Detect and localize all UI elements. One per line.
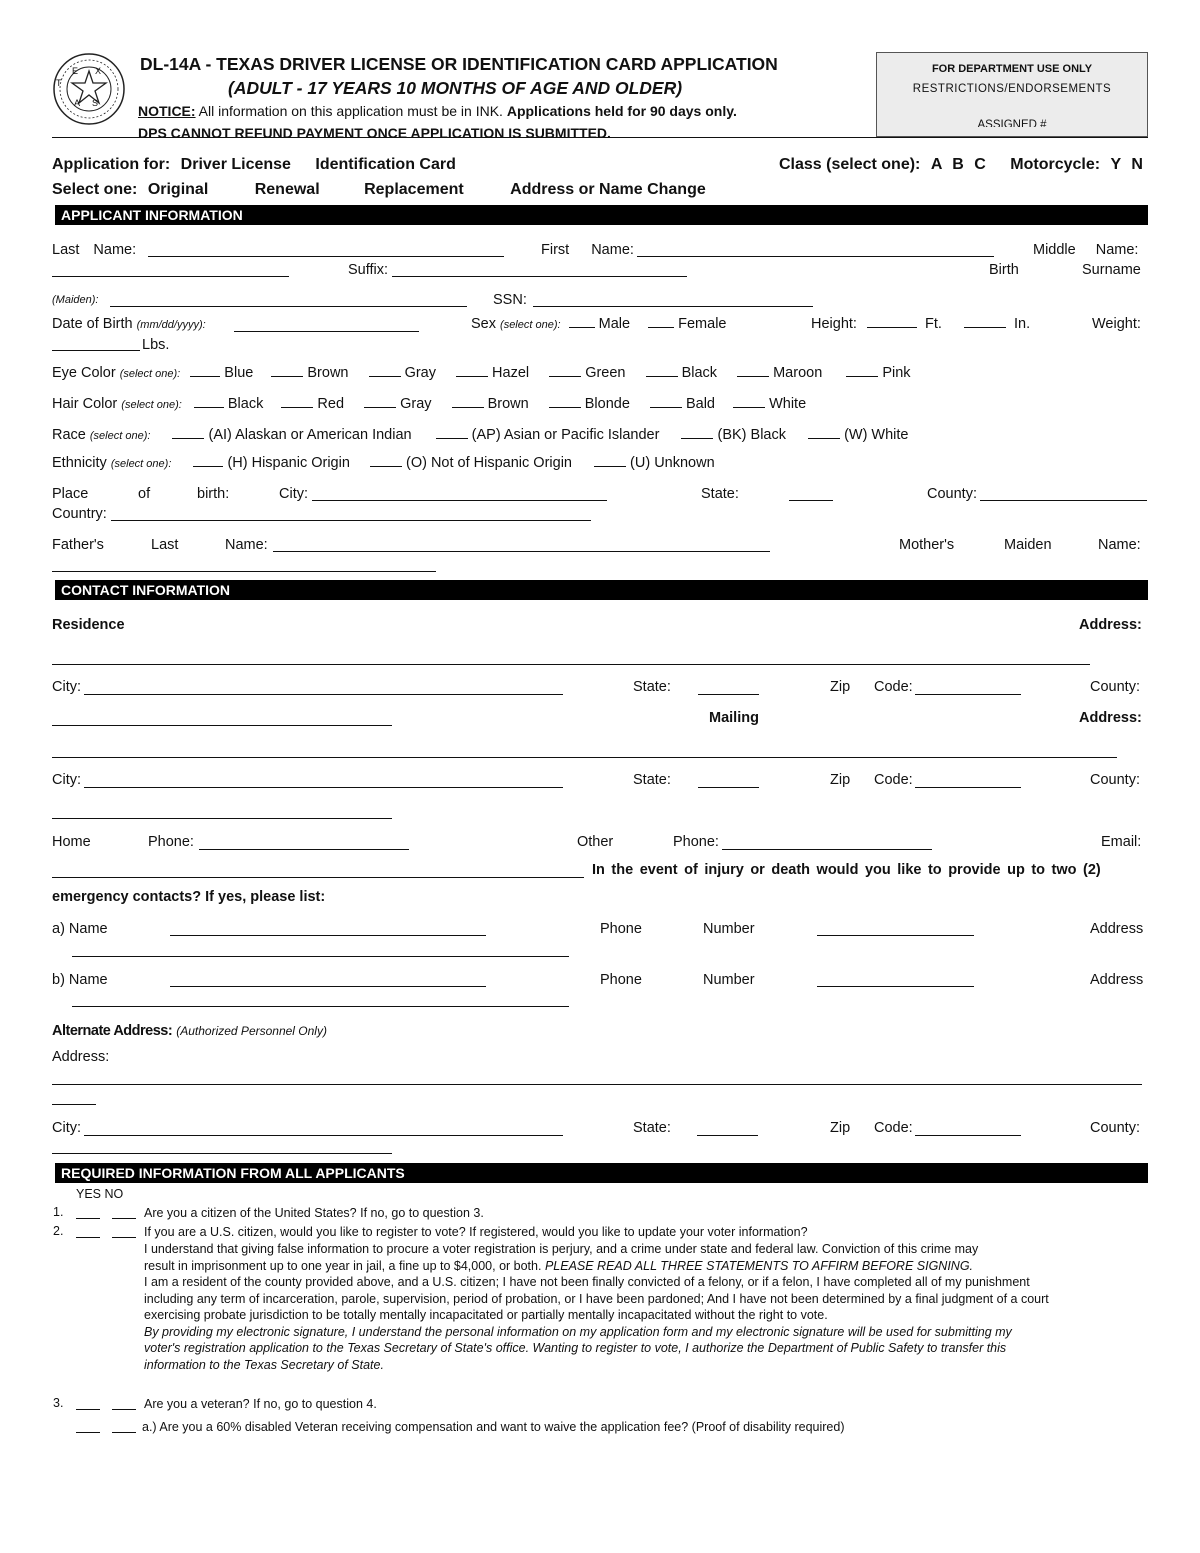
dept-restrictions: RESTRICTIONS/ENDORSEMENTS	[912, 83, 1112, 95]
home-label: Home	[52, 834, 91, 850]
alt-zip-label: Zip	[830, 1120, 851, 1136]
q2-p2-line-b: including any term of incarceration, parole, supervision, period of probation, or I have been pardoned; And I have not been determined by a final judgment of a court	[144, 1291, 1049, 1306]
pob-country-field[interactable]	[111, 520, 591, 521]
pob-of-label: of	[138, 486, 151, 502]
mail-zip-field[interactable]	[915, 787, 1021, 788]
last-name-field[interactable]	[148, 256, 504, 257]
q2-p2-line-c: exercising probate jurisdiction to be totally mentally incapacitated or partially mentally incapacitated without the right to vote.	[144, 1308, 828, 1322]
middle-name-label: Middle Name:	[1033, 242, 1139, 258]
race-ai-label: (AI) Alaskan or American Indian	[208, 427, 412, 443]
ethnicity-o-checkbox[interactable]	[370, 455, 402, 467]
form-title: DL-14A - TEXAS DRIVER LICENSE OR IDENTIFICATION CARD APPLICATION	[140, 54, 778, 74]
race-w-checkbox[interactable]	[808, 427, 840, 439]
eye-blue-label: Blue	[224, 365, 254, 381]
dob-format: (mm/dd/yyyy):	[136, 319, 206, 331]
hair-white-label: White	[769, 396, 807, 412]
hair-blonde-checkbox[interactable]	[549, 396, 581, 408]
other-phone-field[interactable]	[722, 849, 932, 850]
surname-label: Surname	[1082, 262, 1141, 278]
race-ap-checkbox[interactable]	[436, 427, 468, 439]
father-name-field[interactable]	[273, 551, 770, 552]
q2-no-checkbox[interactable]	[112, 1237, 136, 1238]
contact-b-label: b) Name	[52, 972, 108, 988]
class-row	[779, 156, 1143, 174]
eye-green-label: Green	[585, 365, 626, 381]
alt-address-field[interactable]	[52, 1084, 1142, 1085]
mailing-address-field[interactable]	[52, 757, 1117, 758]
res-city-label: City:	[52, 679, 81, 695]
height-group	[811, 316, 1030, 332]
q2-p2-line-a: I am a resident of the county provided above, and a U.S. citizen; I have not been finally convicted of a felony, or if a felon, I have completed all of my punishment	[144, 1275, 1030, 1289]
notice-bold: Applications held for 90 days only.	[506, 103, 737, 119]
res-city-field[interactable]	[84, 694, 563, 695]
race-label: Race	[52, 427, 86, 443]
sex-select-note: (select one):	[500, 319, 561, 331]
eye-hazel-label: Hazel	[492, 365, 530, 381]
contact-b-number-label: Number	[703, 972, 755, 988]
hair-blonde-label: Blonde	[584, 396, 630, 412]
eye-select-note: (select one):	[119, 368, 181, 380]
suffix-field[interactable]	[392, 276, 687, 277]
race-row	[52, 427, 909, 443]
pob-state-field[interactable]	[789, 500, 833, 501]
seal-letter-x: X	[95, 66, 102, 76]
in-label: In.	[1014, 316, 1031, 332]
maiden-label: (Maiden):	[52, 294, 99, 306]
q3a-yes-checkbox[interactable]	[76, 1432, 100, 1433]
height-label: Height:	[811, 316, 857, 332]
hair-color-row	[52, 396, 806, 412]
q2-p3-line-c: information to the Texas Secretary of State.	[144, 1357, 384, 1372]
contact-a-label: a) Name	[52, 921, 108, 937]
mail-state-label: State:	[633, 772, 671, 788]
email-label: Email:	[1101, 834, 1142, 850]
suffix-label: Suffix:	[348, 262, 389, 278]
q2-number: 2.	[53, 1224, 64, 1238]
q2-p1-affirm: PLEASE READ ALL THREE STATEMENTS TO AFFIRM BEFORE SIGNING.	[544, 1258, 974, 1273]
motorcycle-label: Motorcycle:	[1010, 156, 1101, 173]
class-a-option[interactable]: A	[930, 156, 942, 173]
hair-gray-label: Gray	[400, 396, 432, 412]
mother-name-field[interactable]	[52, 571, 436, 572]
contact-a-address-label: Address	[1090, 921, 1144, 937]
hair-white-checkbox[interactable]	[733, 396, 765, 408]
seal-letter-e: E	[72, 66, 79, 76]
pob-birth-label: birth:	[197, 486, 230, 502]
alt-address-field-cont[interactable]	[52, 1104, 96, 1105]
res-state-label: State:	[633, 679, 671, 695]
hair-brown-label: Brown	[487, 396, 529, 412]
select-one-row	[52, 181, 706, 199]
q2-yes-checkbox[interactable]	[76, 1237, 100, 1238]
father-label-3: Name:	[225, 537, 268, 553]
motorcycle-y-option[interactable]: Y	[1110, 156, 1121, 173]
residence-address-label: Address:	[1079, 617, 1142, 633]
hair-gray-checkbox[interactable]	[364, 396, 396, 408]
alt-city-field[interactable]	[84, 1135, 563, 1136]
option-driver-license[interactable]: Driver License	[180, 156, 291, 173]
form-subtitle: (ADULT - 17 YEARS 10 MONTHS OF AGE AND OLDER)	[228, 78, 683, 98]
race-ap-label: (AP) Asian or Pacific Islander	[471, 427, 660, 443]
q2-p1-line-b	[144, 1258, 1144, 1275]
dept-title: FOR DEPARTMENT USE ONLY	[931, 63, 1093, 75]
ssn-field[interactable]	[533, 306, 813, 307]
eye-brown-checkbox[interactable]	[271, 365, 303, 377]
contact-a-number-label: Number	[703, 921, 755, 937]
last-name-label: Last Name:	[52, 242, 137, 258]
select-one-label: Select one:	[52, 181, 138, 198]
required-section-header: REQUIRED INFORMATION FROM ALL APPLICANTS	[55, 1163, 1148, 1183]
email-field[interactable]	[52, 877, 584, 878]
alternate-address-label: Alternate Address:	[52, 1023, 173, 1039]
mail-code-label: Code:	[874, 772, 913, 788]
dept-assigned	[877, 117, 1147, 127]
ethnicity-row	[52, 455, 715, 471]
q3-text: Are you a veteran? If no, go to question 4.	[144, 1397, 377, 1411]
race-ai-checkbox[interactable]	[172, 427, 204, 439]
eye-pink-checkbox[interactable]	[846, 365, 878, 377]
hair-bald-label: Bald	[685, 396, 715, 412]
dob-row	[52, 316, 206, 332]
ethnicity-u-checkbox[interactable]	[594, 455, 626, 467]
hair-select-note: (select one):	[121, 399, 182, 411]
contact-b-phone-field[interactable]	[817, 986, 974, 987]
applicant-section-header: APPLICANT INFORMATION	[55, 205, 1148, 225]
alt-zip-field[interactable]	[915, 1135, 1021, 1136]
res-zip-label: Zip	[830, 679, 851, 695]
eye-hazel-checkbox[interactable]	[456, 365, 488, 377]
eye-maroon-checkbox[interactable]	[737, 365, 769, 377]
q3-yes-checkbox[interactable]	[76, 1409, 100, 1410]
q2-p3-line-a: By providing my electronic signature, I understand the personal information on my application form and my electronic signature will be used for submitting my	[144, 1324, 1012, 1339]
female-checkbox[interactable]	[648, 316, 674, 328]
q1-yes-checkbox[interactable]	[76, 1218, 100, 1219]
mail-city-field[interactable]	[84, 787, 563, 788]
alt-address-label: Address:	[52, 1049, 110, 1065]
pob-country-label: Country:	[52, 506, 107, 522]
notice-line	[138, 103, 737, 119]
height-in-field[interactable]	[964, 316, 1006, 328]
pob-state-label: State:	[701, 486, 739, 502]
residence-address-field[interactable]	[52, 664, 1090, 665]
mail-city-label: City:	[52, 772, 81, 788]
pob-city-field[interactable]	[312, 500, 607, 501]
department-use-box	[876, 52, 1148, 137]
ssn-label: SSN:	[493, 292, 527, 308]
q2-p3-line-b: voter's registration application to the Texas Secretary of State's office. Wanting to register to vote, I authorize the Department of Public Safety to transfer this	[144, 1341, 1007, 1355]
contact-a-address-field[interactable]	[72, 956, 569, 957]
ft-label: Ft.	[925, 316, 942, 332]
home-phone-label: Phone:	[148, 834, 194, 850]
alt-state-label: State:	[633, 1120, 671, 1136]
seal-letter-s: S	[92, 98, 99, 108]
eye-color-label: Eye Color	[52, 365, 116, 381]
q3a-no-checkbox[interactable]	[112, 1432, 136, 1433]
dept-assigned-label: ASSIGNED #	[977, 119, 1047, 127]
q3-number: 3.	[53, 1396, 64, 1410]
mail-state-field[interactable]	[698, 787, 759, 788]
option-identification-card[interactable]: Identification Card	[315, 156, 456, 173]
alt-state-field[interactable]	[697, 1135, 758, 1136]
alt-county-label: County:	[1090, 1120, 1140, 1136]
dob-field[interactable]	[234, 331, 419, 332]
q2-p1-line-b-text: result in imprisonment up to one year in jail, a fine up to $4,000, or both.	[144, 1258, 545, 1273]
q2-text: If you are a U.S. citizen, would you like to register to vote? If registered, would you like to update your voter information?	[144, 1225, 808, 1239]
other-phone-label: Phone:	[673, 834, 719, 850]
res-county-label: County:	[1090, 679, 1140, 695]
sex-label: Sex	[471, 316, 496, 332]
q3-no-checkbox[interactable]	[112, 1409, 136, 1410]
eye-blue-checkbox[interactable]	[190, 365, 220, 377]
yes-no-header: YES NO	[76, 1187, 124, 1201]
other-label: Other	[577, 834, 614, 850]
contact-b-address-label: Address	[1090, 972, 1144, 988]
female-label: Female	[678, 316, 727, 332]
residence-label: Residence	[52, 617, 125, 633]
ethnicity-u-label: (U) Unknown	[630, 455, 715, 471]
q1-number: 1.	[53, 1205, 64, 1219]
contact-a-name-field[interactable]	[170, 935, 486, 936]
birth-label: Birth	[989, 262, 1019, 278]
application-for-label: Application for:	[52, 156, 171, 173]
male-label: Male	[598, 316, 631, 332]
alternate-address-note: (Authorized Personnel Only)	[176, 1024, 327, 1038]
pob-county-field[interactable]	[980, 500, 1147, 501]
mother-label-1: Mother's	[899, 537, 955, 553]
pob-county-label: County:	[927, 486, 977, 502]
mother-label-2: Maiden	[1004, 537, 1052, 553]
contact-b-address-field[interactable]	[72, 1006, 569, 1007]
contact-a-phone-field[interactable]	[817, 935, 974, 936]
eye-pink-label: Pink	[882, 365, 911, 381]
race-w-label: (W) White	[844, 427, 909, 443]
sex-label-group	[471, 316, 726, 332]
hair-bald-checkbox[interactable]	[650, 396, 682, 408]
refund-text: DPS CANNOT REFUND PAYMENT ONCE APPLICATION IS SUBMITTED.	[138, 125, 611, 137]
alt-county-field[interactable]	[52, 1153, 392, 1154]
dob-label: Date of Birth	[52, 316, 133, 332]
contact-section-header: CONTACT INFORMATION	[55, 580, 1148, 600]
hair-red-checkbox[interactable]	[281, 396, 313, 408]
application-for-row	[52, 156, 456, 174]
option-address-name-change[interactable]: Address or Name Change	[510, 181, 706, 198]
class-b-option[interactable]: B	[952, 156, 964, 173]
ethnicity-h-checkbox[interactable]	[193, 455, 223, 467]
seal-letter-a: A	[74, 98, 81, 108]
eye-gray-checkbox[interactable]	[369, 365, 401, 377]
contact-b-phone-label: Phone	[600, 972, 642, 988]
emergency-text-2: emergency contacts? If yes, please list:	[52, 889, 326, 905]
q1-text: Are you a citizen of the United States? If no, go to question 3.	[144, 1206, 484, 1220]
hair-red-label: Red	[317, 396, 345, 412]
father-label-2: Last	[151, 537, 179, 553]
pob-place-label: Place	[52, 486, 89, 502]
male-checkbox[interactable]	[569, 316, 595, 328]
weight-field[interactable]	[52, 350, 140, 351]
first-name-field[interactable]	[637, 256, 994, 257]
res-state-field[interactable]	[698, 694, 759, 695]
notice-label: NOTICE:	[138, 103, 196, 119]
option-renewal[interactable]: Renewal	[254, 181, 320, 198]
eye-maroon-label: Maroon	[773, 365, 823, 381]
contact-b-name-field[interactable]	[170, 986, 486, 987]
alt-code-label: Code:	[874, 1120, 913, 1136]
pob-city-label: City:	[279, 486, 308, 502]
race-bk-checkbox[interactable]	[681, 427, 713, 439]
home-phone-field[interactable]	[199, 849, 409, 850]
contact-a-phone-label: Phone	[600, 921, 642, 937]
height-ft-field[interactable]	[867, 316, 917, 328]
hair-brown-checkbox[interactable]	[452, 396, 484, 408]
q3a-text: a.) Are you a 60% disabled Veteran receiving compensation and want to waive the application fee? (Proof of disability required)	[142, 1420, 845, 1434]
race-bk-label: (BK) Black	[717, 427, 786, 443]
weight-label: Weight:	[1092, 316, 1141, 332]
first-name-label: First Name:	[541, 242, 634, 258]
class-label: Class (select one):	[779, 156, 921, 173]
eye-black-checkbox[interactable]	[646, 365, 678, 377]
res-zip-field[interactable]	[915, 694, 1021, 695]
hair-black-checkbox[interactable]	[194, 396, 224, 408]
eye-black-label: Black	[681, 365, 718, 381]
q2-paragraph-1	[144, 1241, 1144, 1373]
ethnicity-label: Ethnicity	[52, 455, 107, 471]
res-code-label: Code:	[874, 679, 913, 695]
emergency-text-1: In the event of injury or death would you like to provide up to two (2)	[592, 862, 1101, 878]
option-replacement[interactable]: Replacement	[364, 181, 464, 198]
hair-color-label: Hair Color	[52, 396, 118, 412]
alt-city-label: City:	[52, 1120, 81, 1136]
notice-text: All information on this application must be in INK.	[195, 103, 507, 119]
hair-black-label: Black	[227, 396, 264, 412]
header-rule	[52, 137, 1148, 138]
q2-p1-line-a: I understand that giving false information to procure a voter registration is perjury, and a crime under state and federal law. Conviction of this crime may	[144, 1242, 979, 1256]
father-label-1: Father's	[52, 537, 104, 553]
motorcycle-n-option[interactable]: N	[1131, 156, 1143, 173]
class-c-option[interactable]: C	[974, 156, 986, 173]
eye-brown-label: Brown	[307, 365, 349, 381]
eye-color-row	[52, 365, 911, 381]
mail-zip-label: Zip	[830, 772, 851, 788]
lbs-label: Lbs.	[142, 337, 170, 353]
refund-notice	[138, 123, 611, 137]
middle-name-field[interactable]	[52, 276, 289, 277]
mailing-label: Mailing	[709, 710, 759, 726]
res-county-field[interactable]	[52, 725, 392, 726]
mail-county-field[interactable]	[52, 818, 392, 819]
maiden-field[interactable]	[110, 306, 467, 307]
ethnicity-h-label: (H) Hispanic Origin	[227, 455, 350, 471]
race-select-note: (select one):	[89, 430, 151, 442]
ethnicity-select-note: (select one):	[110, 458, 172, 470]
mailing-address-label: Address:	[1079, 710, 1142, 726]
option-original[interactable]: Original	[147, 181, 209, 198]
ethnicity-o-label: (O) Not of Hispanic Origin	[405, 455, 572, 471]
alternate-address-row	[52, 1023, 327, 1039]
eye-green-checkbox[interactable]	[549, 365, 581, 377]
q1-no-checkbox[interactable]	[112, 1218, 136, 1219]
eye-gray-label: Gray	[404, 365, 436, 381]
texas-seal-icon	[52, 52, 126, 126]
seal-letter-t: T	[56, 78, 62, 88]
mail-county-label: County:	[1090, 772, 1140, 788]
mother-label-3: Name:	[1098, 537, 1141, 553]
